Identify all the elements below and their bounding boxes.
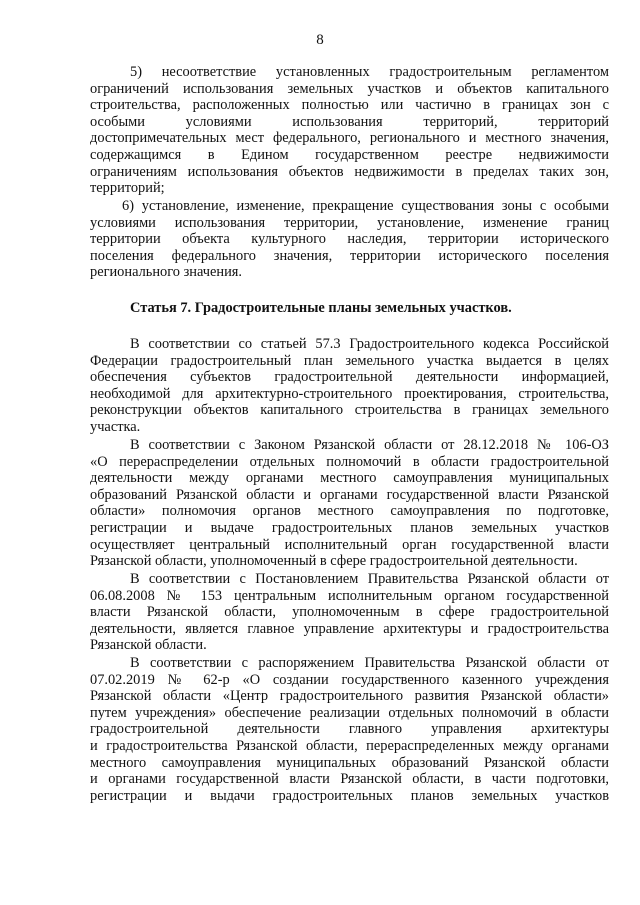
text-line: достопримечательных мест федерального, регионального и местного значения, [90, 130, 609, 147]
text-line: 07.02.2019 № 62-р «О создании государственного казенного учреждения [90, 671, 609, 688]
text-line: области» полномочия органов местного самоуправления по подготовке, [90, 503, 609, 520]
text-line: В соответствии со статьей 57.3 Градостроительного кодекса Российской [130, 336, 609, 352]
text-line: Рязанской области, уполномоченный в сфере градостроительной деятельности. [90, 553, 578, 570]
paragraph-4 [90, 655, 609, 804]
text-line: регистрации и выдаче градостроительных планов земельных участков [90, 519, 609, 536]
list-item-5 [90, 64, 609, 197]
text-line: Федерации градостроительный план земельного участка выдается в целях [90, 352, 609, 369]
text-line: 5) несоответствие установленных градостроительным регламентом [130, 64, 609, 80]
text-line: территории объекта культурного наследия, территории исторического [90, 231, 609, 248]
text-line: В соответствии с Законом Рязанской области от 28.12.2018 № 106-ОЗ [130, 437, 609, 453]
text-line: строительства, расположенных полностью или частично в границах зон с [90, 97, 609, 114]
text-line: условиями использования территории, установление, изменение границ [90, 214, 609, 231]
text-line: необходимой для архитектурно-строительного проектирования, строительства, [90, 385, 609, 402]
text-line: территорий; [90, 180, 165, 197]
text-line: градостроительной деятельности главного управления архитектуры [90, 721, 609, 738]
text-line: ограничений использования земельных участков и объектов капитального [90, 80, 609, 97]
text-line: регистрации и выдачи градостроительных планов земельных участков [90, 787, 609, 804]
text-line: и органами государственной власти Рязанской области, в части подготовки, [90, 771, 609, 788]
text-line: реконструкции объектов капитального строительства в границах земельного [90, 402, 609, 419]
text-line: поселения федерального значения, территории исторического поселения [90, 247, 609, 264]
text-line: В соответствии с Постановлением Правительства Рязанской области от [130, 571, 609, 587]
text-line: регионального значения. [90, 264, 243, 281]
text-line: участка. [90, 418, 141, 435]
text-line: содержащимся в Едином государственном реестре недвижимости [90, 146, 609, 163]
text-line: ограничениям использования объектов недвижимости в пределах таких зон, [90, 163, 609, 180]
list-item-6 [90, 198, 609, 281]
paragraph-2 [90, 437, 609, 570]
text-line: особыми условиями использования территорий, территорий [90, 113, 609, 130]
text-line: осуществляет центральный исполнительный орган государственной власти [90, 536, 609, 553]
text-line: местного самоуправления муниципальных образований Рязанской области [90, 754, 609, 771]
article-heading: Статья 7. Градостроительные планы земельных участков. [130, 300, 512, 316]
text-line: 6) установление, изменение, прекращение существования зоны с особыми [122, 198, 609, 214]
paragraph-3 [90, 571, 609, 654]
text-line: Рязанской области «Центр градостроительного развития Рязанской области» [90, 688, 609, 705]
page-number: 8 [316, 32, 324, 48]
text-line: 06.08.2008 № 153 центральным исполнительным органом государственной [90, 587, 609, 604]
text-line: «О перераспределении отдельных полномочий в области градостроительной [90, 453, 609, 470]
paragraph-1 [90, 336, 609, 436]
text-line: и градостроительства Рязанской области, перераспределенных между органами [90, 737, 609, 754]
text-line: путем учреждения» обеспечение реализации отдельных полномочий в области [90, 704, 609, 721]
text-line: власти Рязанской области, уполномоченным в сфере градостроительной [90, 604, 609, 621]
text-line: В соответствии с распоряжением Правительства Рязанской области от [130, 655, 609, 671]
text-line: деятельности между органами местного самоуправления муниципальных [90, 470, 609, 487]
text-line: деятельности, является главное управление архитектуры и градостроительства [90, 620, 609, 637]
text-line: обеспечения субъектов градостроительной деятельности информацией, [90, 369, 609, 386]
text-line: образований Рязанской области и органами государственной власти Рязанской [90, 486, 609, 503]
text-line: Рязанской области. [90, 637, 207, 654]
